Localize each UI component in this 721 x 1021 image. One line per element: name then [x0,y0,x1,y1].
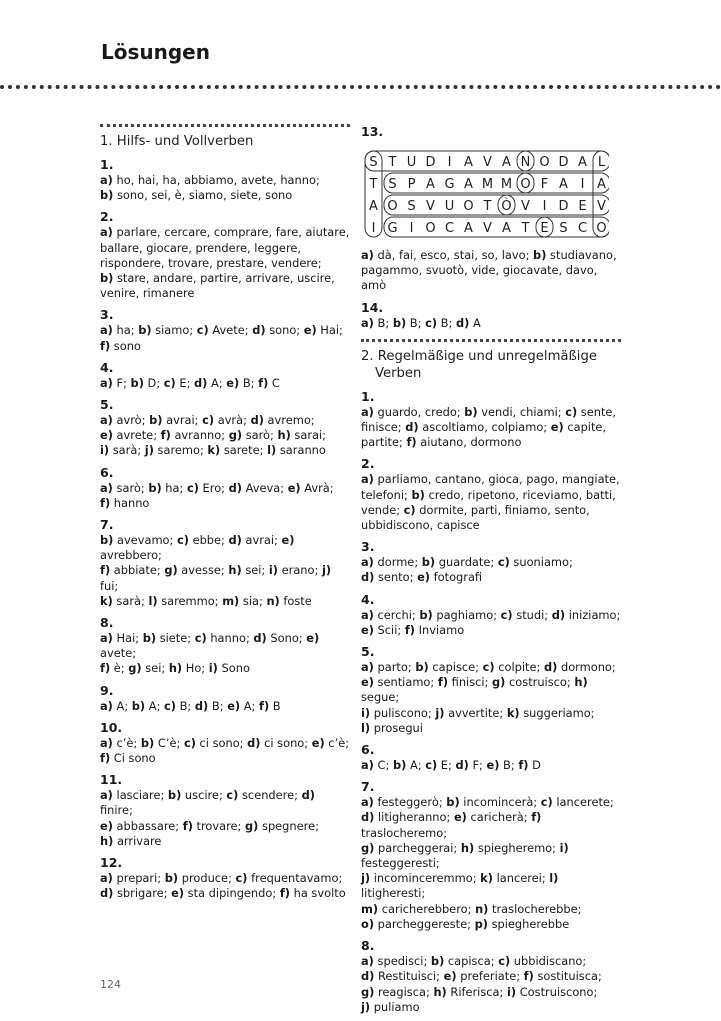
exercise [361,779,621,932]
answer-line: j) incominceremmo; k) lancerei; l) litigheresti; [361,871,559,901]
answer-line: a) Hai; b) siete; c) hanno; d) Sono; e) avete; [100,631,320,661]
exercise [361,644,621,736]
answer-line: ballare, giocare, prendere, leggere, [100,240,302,255]
grid-letter: O [539,155,550,170]
exercise-answers [100,173,350,203]
grid-letter: N [520,155,531,170]
grid-letter: G [387,221,398,236]
grid-letter: U [406,155,417,170]
answer-line: partite; f) aiutano, dormono [361,435,522,450]
exercise-number: 8. [361,938,375,954]
answer-line: e) Scii; f) Inviamo [361,622,465,637]
answer-line: a) parto; b) capisce; c) colpite; d) dormono; [361,660,616,675]
grid-letter: C [577,221,588,236]
exercise-answers [100,323,350,353]
exercise-number: 1. [361,388,375,404]
answer-line: a) dorme; b) guardate; c) suoniamo; [361,555,573,570]
answer-line: d) sbrigare; e) sta dipingendo; f) ha svolto [100,886,346,901]
grid-letter: T [483,199,492,214]
exercise-number: 2. [361,456,375,472]
exercise-number: 14. [361,299,384,315]
exercise [361,456,621,533]
exercise [100,307,350,353]
grid-letter: A [369,199,378,214]
exercise-number: 12. [100,855,123,871]
exercise-answers [361,660,621,736]
word-search-svg [361,146,609,242]
section-title [361,348,621,382]
grid-letter: V [521,199,530,214]
exercise [100,397,350,459]
answer-line: telefoni; b) credo, ripetono, riceviamo, batti, [361,487,616,502]
exercise-answers [361,758,621,773]
exercise-number: 7. [100,517,114,533]
section-title-line: Verben [375,365,422,381]
exercise-list [100,157,350,902]
answer-line: a) B; b) B; c) B; d) A [361,315,481,330]
exercise-answers [361,405,621,451]
answer-line: a) parlare, cercare, comprare, fare, aiutare, [100,225,350,240]
exercise-number: 5. [100,397,114,413]
exercise-number: 11. [100,772,123,788]
answer-line: vende; c) dormite, parti, finiamo, sento, [361,502,590,517]
exercise [100,157,350,203]
grid-letter: D [558,155,569,170]
exercise-number: 13. [361,124,384,139]
grid-letter: D [425,155,436,170]
exercise-answers [100,736,350,766]
grid-letter: P [407,177,416,192]
exercise-list [361,389,621,1015]
answer-line: b) stare, andare, partire, arrivare, uscire, [100,271,335,286]
answer-line: f) abbiate; g) avesse; h) sei; i) erano; j) fui; [100,563,332,593]
grid-letter: A [597,177,606,192]
grid-letter: O [387,199,398,214]
grid-letter: Ò [501,199,512,214]
grid-letter: A [578,155,587,170]
grid-letter: I [542,199,547,214]
answer-line: f) sono [100,338,141,353]
grid-letter: O [520,177,531,192]
section-divider [361,339,621,342]
answer-line: f) è; g) sei; h) Ho; i) Sono [100,661,250,676]
answer-line: a) ha; b) siamo; c) Avete; d) sono; e) Hai; [100,323,343,338]
grid-letter: A [464,155,473,170]
grid-letter: G [444,177,455,192]
grid-letter: I [409,221,414,236]
answer-line: pagammo, svuotò, vide, giocavate, davo, amò [361,263,598,293]
exercise [361,938,621,1015]
grid-letter: O [596,221,607,236]
exercise [100,855,350,901]
exercise [100,360,350,391]
grid-letter: M [500,177,513,192]
exercise [100,683,350,714]
answer-line: e) abbassare; f) trovare; g) spegnere; [100,818,319,833]
exercise-14 [361,300,621,331]
exercise-answers [361,795,621,932]
grid-letter: V [597,199,606,214]
title-divider [0,85,721,89]
exercise-number: 4. [100,359,114,375]
answer-line: a) sarò; b) ha; c) Ero; d) Aveva; e) Avrà; [100,480,334,495]
answer-line: ubbidiscono, capisce [361,518,480,533]
answer-line: j) puliamo [361,999,420,1014]
exercise [361,742,621,773]
section-title-line: 2. Regelmäßige und unregelmäßige [361,348,597,364]
grid-letter: T [369,177,378,192]
exercise [361,539,621,585]
answer-line: a) ho, hai, ha, abbiamo, avete, hanno; [100,173,320,187]
exercise-answers [361,472,621,533]
exercise-number: 3. [361,539,375,555]
grid-letter: M [481,177,494,192]
answer-line: a) lasciare; b) uscire; c) scendere; d) finire; [100,788,315,818]
exercise-number: 4. [361,591,375,607]
grid-letter: U [444,199,455,214]
exercise-answers [100,871,350,901]
grid-letter: A [464,177,473,192]
answer-line: a) parliamo, cantano, gioca, pago, mangiate, [361,472,620,487]
grid-letter: I [447,155,452,170]
exercise-number: 9. [100,682,114,698]
grid-letter: A [502,221,511,236]
exercise-answers [100,788,350,849]
left-column [100,124,350,908]
exercise [100,720,350,766]
answer-line: rispondere, trovare, prestare, vendere; [100,255,322,270]
answer-line: finisce; d) ascoltiamo, colpiamo; e) capite, [361,420,607,435]
grid-letter: O [463,199,474,214]
grid-letter: C [444,221,455,236]
exercise-answers [100,631,350,677]
answer-line: d) Restituisci; e) preferiate; f) sostituisca; [361,969,602,984]
grid-letter: V [483,221,492,236]
answer-line: i) sarà; j) saremo; k) sarete; l) saranno [100,443,326,458]
answer-line: d) litigheranno; e) caricherà; f) traslocheremo; [361,810,542,840]
grid-letter: S [388,177,397,192]
exercise-number: 2. [100,209,114,225]
page-number: 124 [100,978,121,991]
answer-line: k) sarà; l) saremmo; m) sia; n) foste [100,593,312,608]
answer-line: a) F; b) D; c) E; d) A; e) B; f) C [100,375,280,390]
exercise-number: 6. [100,464,114,480]
grid-letter: L [597,155,606,170]
answer-line: g) parcheggerai; h) spiegheremo; i) festeggeresti; [361,840,569,871]
grid-letter: I [580,177,585,192]
page-title: Lösungen [101,40,210,64]
exercise-number: 10. [100,719,123,735]
grid-letter: F [540,177,549,192]
exercise-answers [361,954,621,1015]
answer-line: a) A; b) A; c) B; d) B; e) A; f) B [100,698,281,713]
grid-letter: A [559,177,568,192]
answer-line: a) spedisci; b) capisca; c) ubbidiscano; [361,954,587,969]
exercise-answers [361,316,621,331]
right-column [361,124,621,1021]
answer-line: i) puliscono; j) avvertite; k) suggeriamo; [361,705,595,720]
exercise-answers [100,376,350,391]
answer-line: a) C; b) A; c) E; d) F; e) B; f) D [361,758,541,773]
grid-letter: A [502,155,511,170]
answer-line: g) reagisca; h) Riferisca; i) Costruiscono; [361,984,598,999]
grid-letter: T [388,155,397,170]
answer-line: a) guardo, credo; b) vendi, chiami; c) sente, [361,404,617,419]
answer-line: venire, rimanere [100,286,195,301]
grid-letter: S [369,155,378,170]
exercise [100,772,350,849]
section-divider [100,124,350,127]
answer-line: b) sono, sei, è, siamo, siete, sono [100,188,293,203]
grid-letter: E [540,221,549,236]
answer-line: a) prepari; b) produce; c) frequentavamo; [100,871,343,886]
grid-letter: T [521,221,530,236]
exercise [361,389,621,451]
exercise-number: 8. [100,615,114,631]
exercise [100,465,350,511]
answer-line: a) cerchi; b) paghiamo; c) studi; d) iniziamo; [361,607,621,622]
exercise-answers [100,699,350,714]
answer-line: l) prosegui [361,720,423,735]
grid-letter: A [426,177,435,192]
answer-line: d) sento; e) fotografi [361,570,483,585]
exercise-number: 5. [361,644,375,660]
grid-letter: S [407,199,416,214]
exercise-answers [361,248,621,294]
exercise-number: 3. [100,307,114,323]
answer-line: f) hanno [100,495,150,510]
exercise [361,592,621,638]
exercise-answers [100,225,350,301]
grid-letter: A [464,221,473,236]
grid-letter: V [426,199,435,214]
answer-line: h) arrivare [100,833,162,848]
exercise-number: 7. [361,779,375,795]
exercise-13 [361,124,621,294]
answer-line: a) c’è; b) C’è; c) ci sono; d) ci sono; e) c’è; [100,735,350,750]
section-title: 1. Hilfs- und Vollverben [100,134,254,149]
exercise-answers [100,413,350,459]
grid-letter: E [578,199,587,214]
answer-line: a) festeggerò; b) incomincerà; c) lancerete; [361,795,614,810]
answer-line: e) avrete; f) avranno; g) sarò; h) sarai; [100,428,327,443]
grid-letter: D [558,199,569,214]
answer-line: b) avevamo; c) ebbe; d) avrai; e) avrebbero; [100,533,295,563]
answer-line: e) sentiamo; f) finisci; g) costruisco; h) segue; [361,675,588,705]
exercise [100,517,350,609]
exercise [100,209,350,301]
exercise-number: 1. [100,157,114,172]
exercise-answers [361,608,621,638]
exercise-answers [361,555,621,585]
answer-line: f) Ci sono [100,751,156,766]
exercise-answers [100,481,350,511]
answer-line: a) avrò; b) avrai; c) avrà; d) avremo; [100,413,315,428]
grid-letter: S [559,221,568,236]
grid-letter: O [425,221,436,236]
grid-letter: V [483,155,492,170]
exercise-number: 6. [361,742,375,758]
answer-line: a) dà, fai, esco, stai, so, lavo; b) studiavano, [361,248,617,262]
answer-line: o) parcheggereste; p) spiegherebbe [361,916,570,931]
word-search-grid [361,146,609,242]
grid-letter: I [371,221,376,236]
exercise-answers [100,533,350,609]
answer-line: m) caricherebbero; n) traslocherebbe; [361,901,582,916]
exercise [100,615,350,677]
